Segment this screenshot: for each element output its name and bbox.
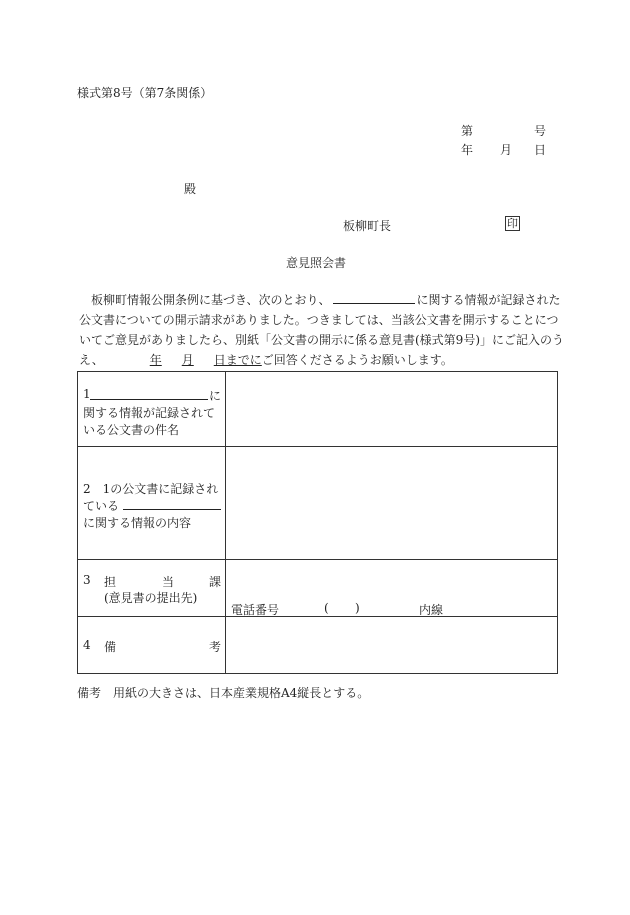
deadline-date: [104, 353, 262, 367]
subject-label-cell: [78, 372, 226, 447]
department-label-cell: [78, 560, 226, 617]
deadline-month: 月: [181, 353, 194, 367]
row2-label-line2: ている: [83, 499, 120, 513]
row3-number: 3: [83, 573, 91, 587]
phone-paren-open: (: [324, 601, 329, 615]
body-line-1-pre: 板柳町情報公開条例に基づき、次のとおり、: [91, 293, 331, 307]
document-title: 意見照会書: [286, 256, 347, 270]
subject-value-cell[interactable]: [226, 372, 558, 447]
sender-title: 板柳町長: [343, 219, 392, 233]
row4-char1: 備: [104, 640, 117, 654]
doc-number-prefix: 第: [461, 124, 474, 138]
content-value-cell[interactable]: [226, 447, 558, 560]
body-line-3: いてご意見がありましたら、別紙「公文書の開示に係る意見書(様式第9号)」にご記入のう: [79, 333, 565, 347]
footer-note: 備考 用紙の大きさは、日本産業規格A4縦長とする。: [77, 686, 370, 700]
phone-paren-close: ): [355, 601, 360, 615]
body-line-4-post: ご回答くださるようお願いします。: [261, 353, 453, 367]
row2-label-line3: に関する情報の内容: [83, 516, 192, 530]
row1-label-line2: 関する情報が記録されて: [83, 406, 216, 420]
row2-blank: [123, 497, 221, 510]
date-month: 月: [500, 143, 513, 157]
form-id: 様式第8号（第7条関係）: [77, 86, 213, 100]
phone-label: 電話番号: [231, 603, 280, 617]
row1-blank: [90, 387, 208, 400]
seal-mark-label: 印: [507, 217, 518, 230]
row3-sub: (意見書の提出先): [104, 591, 198, 605]
body-line-1: [79, 290, 559, 310]
row3-char2: 当: [162, 575, 175, 589]
doc-number-suffix: 号: [534, 124, 547, 138]
seal-mark: [505, 216, 520, 231]
body-line-1-post: に関する情報が記録された: [416, 293, 561, 307]
table-row-department: [78, 560, 558, 617]
row4-char2: 考: [209, 640, 222, 654]
row3-char1: 担: [104, 575, 117, 589]
body-paragraph: [79, 290, 565, 370]
table-row-content: [78, 447, 558, 560]
row1-after-blank: に: [209, 389, 222, 403]
subject-blank: [333, 291, 415, 304]
content-label-cell: [78, 447, 226, 560]
row2-label-line1: 2 1の公文書に記録され: [83, 482, 219, 496]
deadline-year: 年: [149, 353, 162, 367]
date-day: 日: [534, 143, 547, 157]
body-line-4: [79, 350, 559, 370]
body-line-4-pre: え、: [79, 353, 104, 367]
remarks-label-cell: [78, 617, 226, 674]
table-row-remarks: [78, 617, 558, 674]
date-year: 年: [461, 143, 474, 157]
table-row-subject: [78, 372, 558, 447]
deadline-day: 日までに: [213, 353, 262, 367]
department-value-cell[interactable]: [226, 560, 558, 617]
row1-number: 1: [83, 387, 91, 401]
remarks-value-cell[interactable]: [226, 617, 558, 674]
addressee-suffix: 殿: [184, 182, 197, 196]
body-line-2: 公文書についての開示請求がありました。つきましては、当該公文書を開示することにつ: [79, 313, 559, 327]
row3-char3: 課: [209, 575, 222, 589]
row1-label-line3: いる公文書の件名: [83, 423, 180, 437]
inquiry-table: [77, 371, 558, 674]
row4-number: 4: [83, 638, 91, 652]
extension-label: 内線: [419, 603, 444, 617]
